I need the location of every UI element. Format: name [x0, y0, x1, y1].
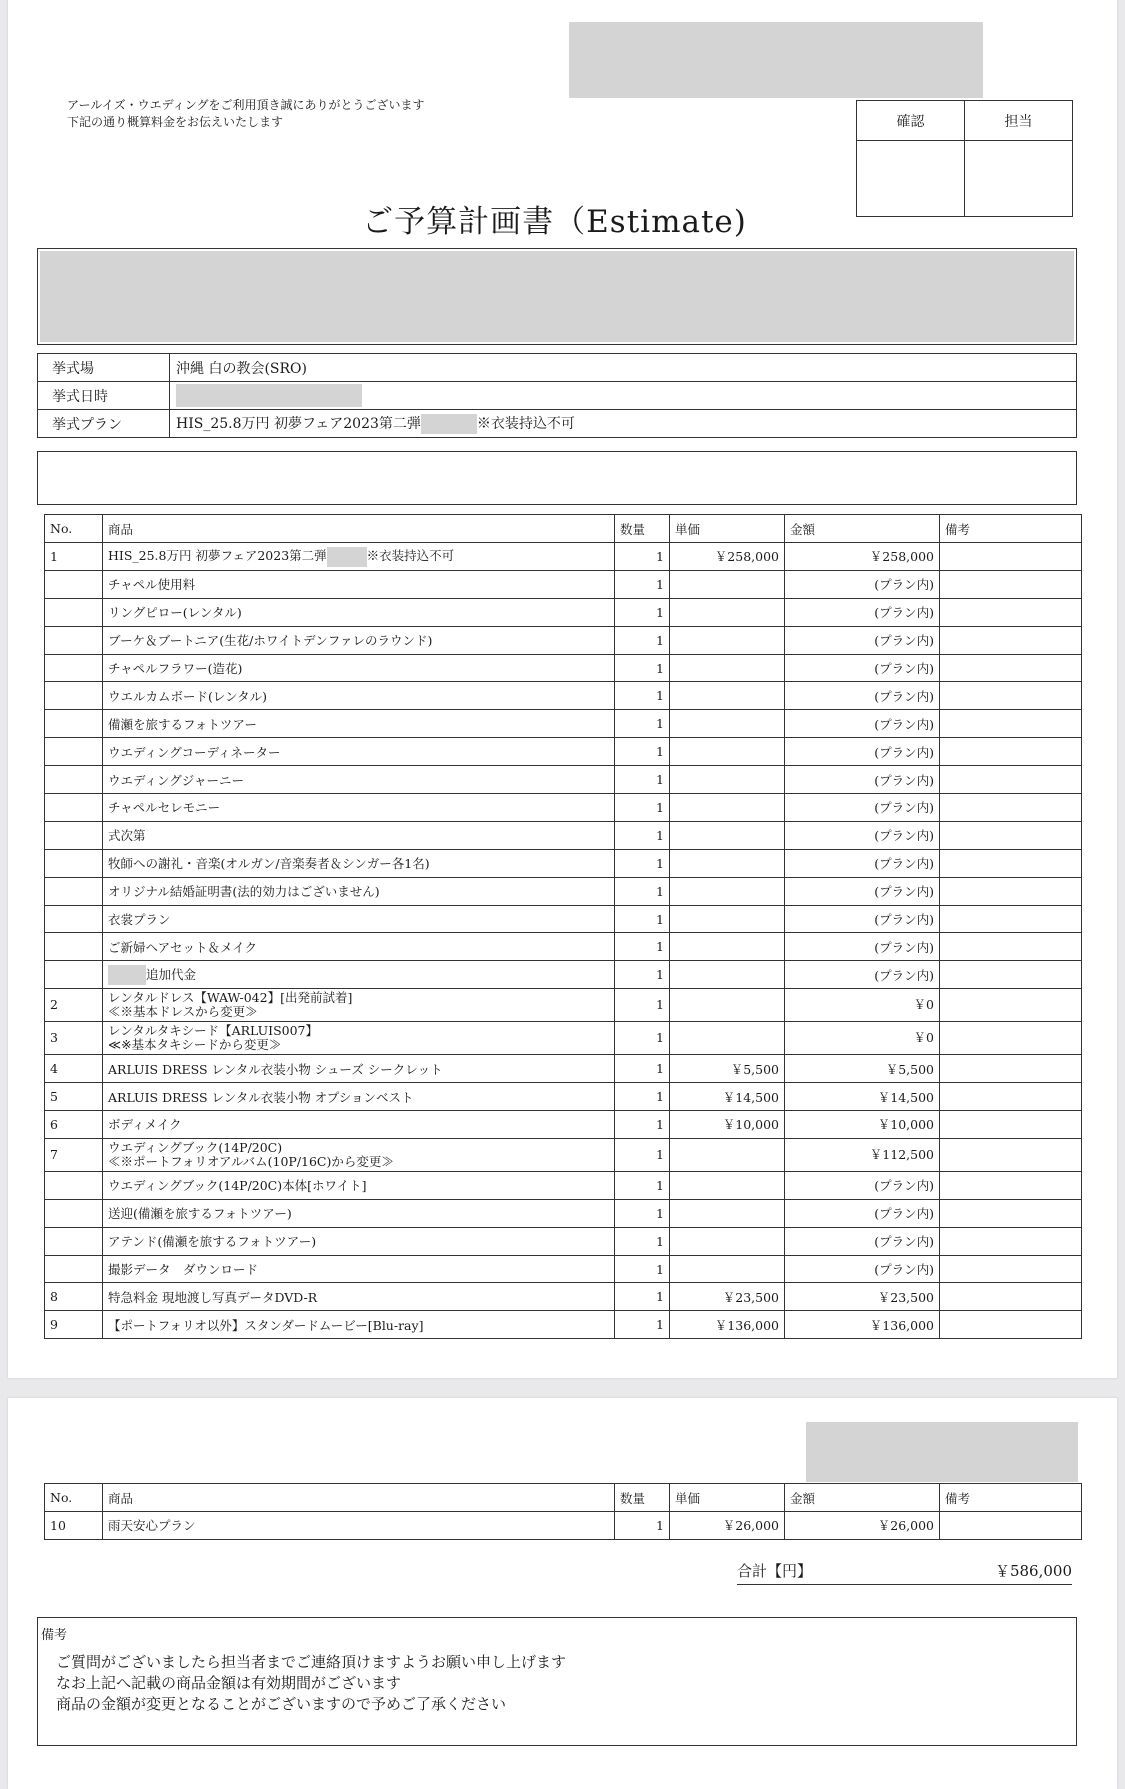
item-remarks [940, 1171, 1082, 1199]
item-unit-price [670, 682, 785, 710]
item-name-text: チャペル使用料 [108, 577, 196, 593]
table-row [45, 598, 1082, 626]
item-no [45, 682, 103, 710]
item-unit-price [670, 905, 785, 933]
table-row [45, 1283, 1082, 1311]
item-amount: (プラン内) [785, 710, 940, 738]
item-name [103, 766, 615, 794]
greeting-line: 下記の通り概算料金をお伝えいたします [67, 115, 284, 129]
item-no [45, 766, 103, 794]
item-qty: 1 [615, 1199, 670, 1227]
table-row [45, 738, 1082, 766]
item-name [103, 1199, 615, 1227]
item-no [45, 849, 103, 877]
item-qty: 1 [615, 1055, 670, 1083]
item-amount: ￥26,000 [785, 1512, 940, 1540]
redacted-page2-header [806, 1422, 1078, 1482]
table-row [45, 961, 1082, 989]
table-row [45, 905, 1082, 933]
item-unit-price: ￥23,500 [670, 1283, 785, 1311]
table-row [45, 1255, 1082, 1283]
item-amount: ￥5,500 [785, 1055, 940, 1083]
item-no [45, 794, 103, 822]
item-amount: (プラン内) [785, 766, 940, 794]
item-amount: (プラン内) [785, 961, 940, 989]
table-row [45, 877, 1082, 905]
item-qty: 1 [615, 682, 670, 710]
item-no [45, 570, 103, 598]
item-name [103, 738, 615, 766]
header-remarks: 備考 [940, 1484, 1082, 1512]
item-name [103, 794, 615, 822]
table-row [45, 682, 1082, 710]
item-unit-price: ￥136,000 [670, 1311, 785, 1339]
plan-name: HIS_25.8万円 初夢フェア2023第二弾 [176, 416, 421, 432]
item-remarks [940, 821, 1082, 849]
remarks-label: 備考 [41, 1628, 68, 1643]
item-name [103, 598, 615, 626]
item-unit-price: ￥10,000 [670, 1111, 785, 1139]
item-remarks [940, 543, 1082, 571]
item-remarks [940, 598, 1082, 626]
items-table-page2 [44, 1483, 1082, 1540]
item-remarks [940, 1055, 1082, 1083]
table-row [45, 1311, 1082, 1339]
item-amount: (プラン内) [785, 1199, 940, 1227]
item-unit-price [670, 766, 785, 794]
item-unit-price [670, 1171, 785, 1199]
item-no [45, 1171, 103, 1199]
venue-label: 挙式場 [38, 354, 170, 382]
redacted-customer-info [40, 251, 1074, 342]
item-amount: (プラン内) [785, 1255, 940, 1283]
customer-info-box [37, 248, 1077, 345]
item-name-text: 牧師への謝礼・音楽(オルガン/音楽奏者＆シンガー各1名) [108, 856, 430, 872]
item-name [103, 1083, 615, 1111]
item-qty: 1 [615, 1227, 670, 1255]
table-row [45, 1022, 1082, 1055]
table-row [45, 1055, 1082, 1083]
item-name-text: 送迎(備瀬を旅するフォトツアー) [108, 1206, 292, 1222]
item-qty: 1 [615, 1255, 670, 1283]
item-name [103, 543, 615, 571]
item-name [103, 570, 615, 598]
remarks-box [37, 1617, 1077, 1746]
item-unit-price [670, 598, 785, 626]
item-qty: 1 [615, 794, 670, 822]
item-unit-price [670, 1255, 785, 1283]
item-qty: 1 [615, 905, 670, 933]
item-no: 2 [45, 989, 103, 1022]
item-qty: 1 [615, 654, 670, 682]
items-table [44, 514, 1082, 1339]
item-name-sub: ≪※基本タキシードから変更≫ [108, 1037, 282, 1053]
item-name [103, 1283, 615, 1311]
header-qty: 数量 [615, 515, 670, 543]
item-amount: (プラン内) [785, 849, 940, 877]
item-no [45, 821, 103, 849]
item-amount: (プラン内) [785, 877, 940, 905]
item-remarks [940, 794, 1082, 822]
item-name-text: 追加代金 [146, 966, 197, 982]
item-unit-price: ￥14,500 [670, 1083, 785, 1111]
item-name-text: アテンド(備瀬を旅するフォトツアー) [108, 1234, 317, 1250]
item-unit-price [670, 849, 785, 877]
item-note: ※衣装持込不可 [366, 548, 455, 564]
item-qty: 1 [615, 1311, 670, 1339]
item-no [45, 1199, 103, 1227]
header-item: 商品 [103, 515, 615, 543]
item-amount: (プラン内) [785, 570, 940, 598]
item-no: 6 [45, 1111, 103, 1139]
item-unit-price [670, 1199, 785, 1227]
item-amount: (プラン内) [785, 682, 940, 710]
item-unit-price [670, 794, 785, 822]
item-no [45, 1255, 103, 1283]
item-no: 4 [45, 1055, 103, 1083]
plan-value [170, 410, 1077, 438]
item-remarks [940, 1111, 1082, 1139]
item-name [103, 1227, 615, 1255]
item-qty: 1 [615, 766, 670, 794]
table-row [45, 933, 1082, 961]
document-title: ご予算計画書（Estimate) [362, 204, 747, 240]
item-qty: 1 [615, 1512, 670, 1540]
item-qty: 1 [615, 1171, 670, 1199]
item-amount: (プラン内) [785, 598, 940, 626]
item-amount: (プラン内) [785, 738, 940, 766]
item-amount: ￥258,000 [785, 543, 940, 571]
item-remarks [940, 1512, 1082, 1540]
item-name-text: レンタルドレス【WAW-042】[出発前試着] [108, 990, 353, 1006]
redacted-header-block [569, 22, 983, 98]
item-name [103, 905, 615, 933]
item-remarks [940, 905, 1082, 933]
item-name [103, 654, 615, 682]
item-name-text: 特急料金 現地渡し写真データDVD-R [108, 1289, 318, 1305]
item-name-text: 雨天安心プラン [108, 1518, 196, 1534]
item-qty: 1 [615, 738, 670, 766]
item-no [45, 654, 103, 682]
plan-label: 挙式プラン [38, 410, 170, 438]
table-row [45, 1227, 1082, 1255]
item-remarks [940, 1022, 1082, 1055]
item-unit-price [670, 1227, 785, 1255]
table-row [45, 1083, 1082, 1111]
item-name-text: ウエルカムボード(レンタル) [108, 688, 267, 704]
item-name-text: ARLUIS DRESS レンタル衣装小物 シューズ シークレット [108, 1061, 443, 1077]
ceremony-info-table [37, 353, 1077, 438]
header-item: 商品 [103, 1484, 615, 1512]
item-qty: 1 [615, 626, 670, 654]
item-name-text: チャペルセレモニー [108, 800, 221, 816]
header-unit: 単価 [670, 515, 785, 543]
item-amount: ￥0 [785, 989, 940, 1022]
item-qty: 1 [615, 543, 670, 571]
redacted-item-part [327, 547, 367, 567]
table-row [45, 1111, 1082, 1139]
table-row [45, 1171, 1082, 1199]
item-no [45, 710, 103, 738]
table-row [45, 821, 1082, 849]
remarks-line: なお上記へ記載の商品金額は有効期間がございます [56, 1674, 402, 1692]
item-unit-price [670, 821, 785, 849]
total-label: 合計【円】 [737, 1562, 813, 1580]
header-qty: 数量 [615, 1484, 670, 1512]
item-name-text: 撮影データ ダウンロード [108, 1262, 259, 1278]
item-unit-price [670, 570, 785, 598]
staff-label: 担当 [965, 101, 1073, 141]
venue-value: 沖縄 白の教会(SRO) [170, 354, 1077, 382]
table-row [45, 543, 1082, 571]
item-no [45, 738, 103, 766]
item-name [103, 1255, 615, 1283]
header-unit: 単価 [670, 1484, 785, 1512]
item-name [103, 877, 615, 905]
item-remarks [940, 989, 1082, 1022]
item-unit-price [670, 933, 785, 961]
item-no [45, 905, 103, 933]
item-qty: 1 [615, 849, 670, 877]
item-remarks [940, 961, 1082, 989]
table-row [45, 654, 1082, 682]
item-remarks [940, 1311, 1082, 1339]
item-unit-price [670, 710, 785, 738]
item-amount: (プラン内) [785, 1171, 940, 1199]
item-amount: (プラン内) [785, 626, 940, 654]
table-row [45, 1199, 1082, 1227]
item-name [103, 1138, 615, 1171]
redacted-date [176, 384, 362, 407]
item-name [103, 1022, 615, 1055]
item-remarks [940, 1083, 1082, 1111]
item-name-text: 【ポートフォリオ以外】スタンダードムービー[Blu-ray] [108, 1317, 424, 1333]
item-remarks [940, 1283, 1082, 1311]
item-qty: 1 [615, 877, 670, 905]
item-qty: 1 [615, 961, 670, 989]
item-name-text: チャペルフラワー(造花) [108, 661, 243, 676]
item-no [45, 626, 103, 654]
item-name [103, 821, 615, 849]
item-no: 9 [45, 1311, 103, 1339]
item-name-text: リングピロー(レンタル) [108, 605, 242, 621]
item-no: 7 [45, 1138, 103, 1171]
remarks-line: ご質問がございましたら担当者までご連絡頂けますようお願い申し上げます [56, 1653, 567, 1671]
item-unit-price [670, 626, 785, 654]
item-name-text: ご新婦ヘアセット＆メイク [108, 939, 258, 955]
item-name [103, 1171, 615, 1199]
item-name-text: ボディメイク [108, 1117, 182, 1133]
item-amount: ￥23,500 [785, 1283, 940, 1311]
item-no [45, 598, 103, 626]
item-name-text: ブーケ＆ブートニア(生花/ホワイトデンファレのラウンド) [108, 633, 433, 649]
item-remarks [940, 933, 1082, 961]
header-amount: 金額 [785, 515, 940, 543]
table-row [45, 626, 1082, 654]
item-name-text: 衣裳プラン [108, 912, 171, 928]
item-unit-price: ￥258,000 [670, 543, 785, 571]
header-amount: 金額 [785, 1484, 940, 1512]
item-qty: 1 [615, 598, 670, 626]
item-unit-price: ￥26,000 [670, 1512, 785, 1540]
redacted-item-prefix [108, 965, 146, 985]
item-qty: 1 [615, 570, 670, 598]
item-name [103, 1311, 615, 1339]
item-no [45, 961, 103, 989]
greeting-line: アールイズ・ウエディングをご利用頂き誠にありがとうございます [67, 98, 425, 112]
table-row [45, 1512, 1082, 1540]
item-name [103, 710, 615, 738]
item-amount: ￥112,500 [785, 1138, 940, 1171]
item-remarks [940, 626, 1082, 654]
item-remarks [940, 1255, 1082, 1283]
item-name-text: オリジナル結婚証明書(法的効力はございません) [108, 884, 380, 900]
item-amount: (プラン内) [785, 821, 940, 849]
header-remarks: 備考 [940, 515, 1082, 543]
note-box [37, 451, 1077, 505]
item-name-text: ウエディングブック(14P/20C) [108, 1139, 283, 1155]
item-unit-price: ￥5,500 [670, 1055, 785, 1083]
item-amount: (プラン内) [785, 794, 940, 822]
item-remarks [940, 738, 1082, 766]
item-amount: (プラン内) [785, 933, 940, 961]
item-remarks [940, 766, 1082, 794]
item-amount: (プラン内) [785, 1227, 940, 1255]
item-no [45, 1227, 103, 1255]
item-unit-price [670, 1138, 785, 1171]
item-name [103, 849, 615, 877]
item-name-sub: ≪※ポートフォリオアルバム(10P/16C)から変更≫ [108, 1153, 394, 1169]
item-qty: 1 [615, 1111, 670, 1139]
item-amount: ￥0 [785, 1022, 940, 1055]
table-row [45, 1138, 1082, 1171]
item-unit-price [670, 877, 785, 905]
item-amount: ￥10,000 [785, 1111, 940, 1139]
item-amount: (プラン内) [785, 654, 940, 682]
confirm-label: 確認 [857, 101, 965, 141]
item-name-text: HIS_25.8万円 初夢フェア2023第二弾 [108, 548, 327, 564]
item-name-text: ウエディングコーディネーター [108, 744, 281, 760]
header-no: No. [45, 1484, 103, 1512]
redacted-plan-part [421, 414, 477, 434]
item-no: 8 [45, 1283, 103, 1311]
item-no [45, 877, 103, 905]
item-qty: 1 [615, 1083, 670, 1111]
table-row [45, 570, 1082, 598]
item-remarks [940, 682, 1082, 710]
item-qty: 1 [615, 989, 670, 1022]
item-unit-price [670, 738, 785, 766]
table-row [45, 989, 1082, 1022]
item-name [103, 1512, 615, 1540]
item-unit-price [670, 961, 785, 989]
item-name [103, 933, 615, 961]
item-name-text: ARLUIS DRESS レンタル衣装小物 オプションベスト [108, 1089, 414, 1105]
item-remarks [940, 877, 1082, 905]
item-no: 10 [45, 1512, 103, 1540]
item-qty: 1 [615, 1022, 670, 1055]
table-row [45, 849, 1082, 877]
remarks-line: 商品の金額が変更となることがございますので予めご了承ください [56, 1695, 507, 1713]
item-name [103, 989, 615, 1022]
item-amount: (プラン内) [785, 905, 940, 933]
item-name [103, 682, 615, 710]
date-label: 挙式日時 [38, 382, 170, 410]
item-qty: 1 [615, 821, 670, 849]
table-row [45, 794, 1082, 822]
item-name [103, 626, 615, 654]
item-remarks [940, 1227, 1082, 1255]
item-no: 1 [45, 543, 103, 571]
item-remarks [940, 654, 1082, 682]
item-name-text: 式次第 [108, 828, 146, 844]
item-no: 5 [45, 1083, 103, 1111]
item-name-text: 備瀬を旅するフォトツアー [108, 716, 258, 732]
item-remarks [940, 1138, 1082, 1171]
table-row [45, 710, 1082, 738]
table-row [45, 766, 1082, 794]
item-name-text: レンタルタキシード【ARLUIS007】 [108, 1023, 319, 1039]
item-unit-price [670, 1022, 785, 1055]
item-remarks [940, 1199, 1082, 1227]
item-qty: 1 [615, 933, 670, 961]
item-name-text: ウエディングブック(14P/20C)本体[ホワイト] [108, 1178, 367, 1194]
total-row [737, 1560, 1072, 1585]
item-remarks [940, 849, 1082, 877]
item-remarks [940, 710, 1082, 738]
total-value: ￥586,000 [994, 1562, 1072, 1580]
item-name [103, 1111, 615, 1139]
item-name [103, 1055, 615, 1083]
item-no: 3 [45, 1022, 103, 1055]
item-name-sub: ≪※基本ドレスから変更≫ [108, 1004, 258, 1020]
header-no: No. [45, 515, 103, 543]
item-qty: 1 [615, 1283, 670, 1311]
item-unit-price [670, 989, 785, 1022]
greeting-text [67, 97, 424, 131]
item-qty: 1 [615, 1138, 670, 1171]
item-amount: ￥136,000 [785, 1311, 940, 1339]
date-value [170, 382, 1077, 410]
item-name-text: ウエディングジャーニー [108, 772, 245, 788]
item-no [45, 933, 103, 961]
item-amount: ￥14,500 [785, 1083, 940, 1111]
item-name [103, 961, 615, 989]
plan-note: ※衣装持込不可 [476, 416, 575, 432]
item-qty: 1 [615, 710, 670, 738]
item-unit-price [670, 654, 785, 682]
item-remarks [940, 570, 1082, 598]
